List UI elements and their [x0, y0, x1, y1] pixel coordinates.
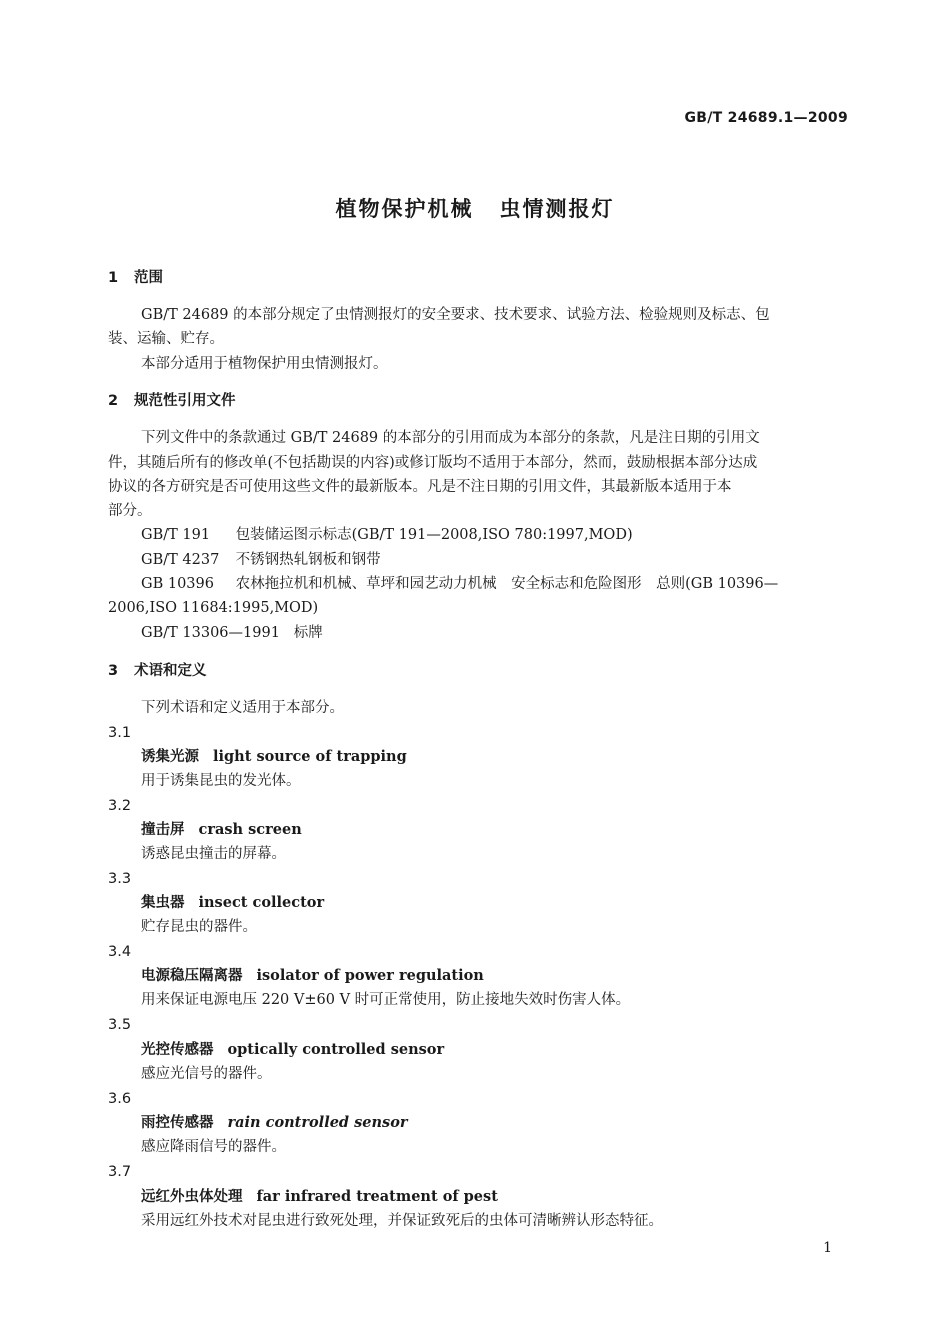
section-1-heading: 1 范围 [108, 270, 163, 286]
reference-item: GB 10396 农林拖拉机和机械、草坪和园艺动力机械 安全标志和危险图形 总则(GB 10396— [141, 576, 779, 592]
document-title [0, 193, 950, 223]
title-part2: 虫情测报灯 [499, 197, 615, 221]
standard-code: GB/T 24689.1—2009 [684, 110, 848, 126]
term-number: 3.1 [108, 725, 132, 741]
term-number: 3.2 [108, 798, 132, 814]
reference-item: GB/T 13306—1991 标牌 [141, 625, 323, 641]
section-3-heading: 3 术语和定义 [108, 663, 207, 679]
term-entry: 雨控传感器 rain controlled sensor [141, 1114, 408, 1131]
term-entry: 集虫器 insect collector [141, 894, 325, 911]
term-entry: 诱集光源 light source of trapping [141, 748, 407, 765]
term-number: 3.4 [108, 944, 132, 960]
term-definition: 感应光信号的器件。 [141, 1066, 272, 1082]
term-entry: 远红外虫体处理 far infrared treatment of pest [141, 1188, 498, 1205]
section-3-intro: 下列术语和定义适用于本部分。 [141, 700, 344, 716]
term-entry: 电源稳压隔离器 isolator of power regulation [141, 967, 484, 984]
section-2-heading: 2 规范性引用文件 [108, 393, 236, 409]
page-number: 1 [823, 1240, 832, 1256]
term-definition: 感应降雨信号的器件。 [141, 1139, 286, 1155]
term-number: 3.3 [108, 871, 132, 887]
term-definition: 贮存昆虫的器件。 [141, 919, 257, 935]
section-1-p1-line2: 装、运输、贮存。 [108, 331, 224, 347]
term-entry: 撞击屏 crash screen [141, 821, 302, 838]
term-number: 3.5 [108, 1017, 132, 1033]
term-definition: 采用远红外技术对昆虫进行致死处理，并保证致死后的虫体可清晰辨认形态特征。 [141, 1213, 663, 1229]
section-2-p1-line4: 部分。 [108, 503, 152, 519]
section-1-p2: 本部分适用于植物保护用虫情测报灯。 [141, 356, 388, 372]
reference-item: GB/T 191 包装储运图示标志(GB/T 191—2008,ISO 780:1997,MOD) [141, 527, 633, 543]
term-entry: 光控传感器 optically controlled sensor [141, 1041, 445, 1058]
term-definition: 用来保证电源电压 220 V±60 V 时可正常使用，防止接地失效时伤害人体。 [141, 992, 631, 1008]
term-definition: 诱惑昆虫撞击的屏幕。 [141, 846, 286, 862]
section-2-p1-line2: 件，其随后所有的修改单(不包括勘误的内容)或修订版均不适用于本部分，然而，鼓励根据本部分达成 [108, 455, 758, 471]
reference-item-continuation: 2006,ISO 11684:1995,MOD) [108, 600, 319, 616]
title-part1: 植物保护机械 [335, 197, 474, 221]
term-number: 3.6 [108, 1091, 132, 1107]
section-2-p1-line3: 协议的各方研究是否可使用这些文件的最新版本。凡是不注日期的引用文件，其最新版本适用于本 [108, 479, 732, 495]
reference-item: GB/T 4237 不锈钢热轧钢板和钢带 [141, 552, 381, 568]
section-2-p1-line1: 下列文件中的条款通过 GB/T 24689 的本部分的引用而成为本部分的条款，凡是注日期的引用文 [141, 430, 760, 446]
term-definition: 用于诱集昆虫的发光体。 [141, 773, 301, 789]
term-number: 3.7 [108, 1164, 132, 1180]
section-1-p1-line1: GB/T 24689 的本部分规定了虫情测报灯的安全要求、技术要求、试验方法、检验规则及标志、包 [141, 307, 770, 323]
